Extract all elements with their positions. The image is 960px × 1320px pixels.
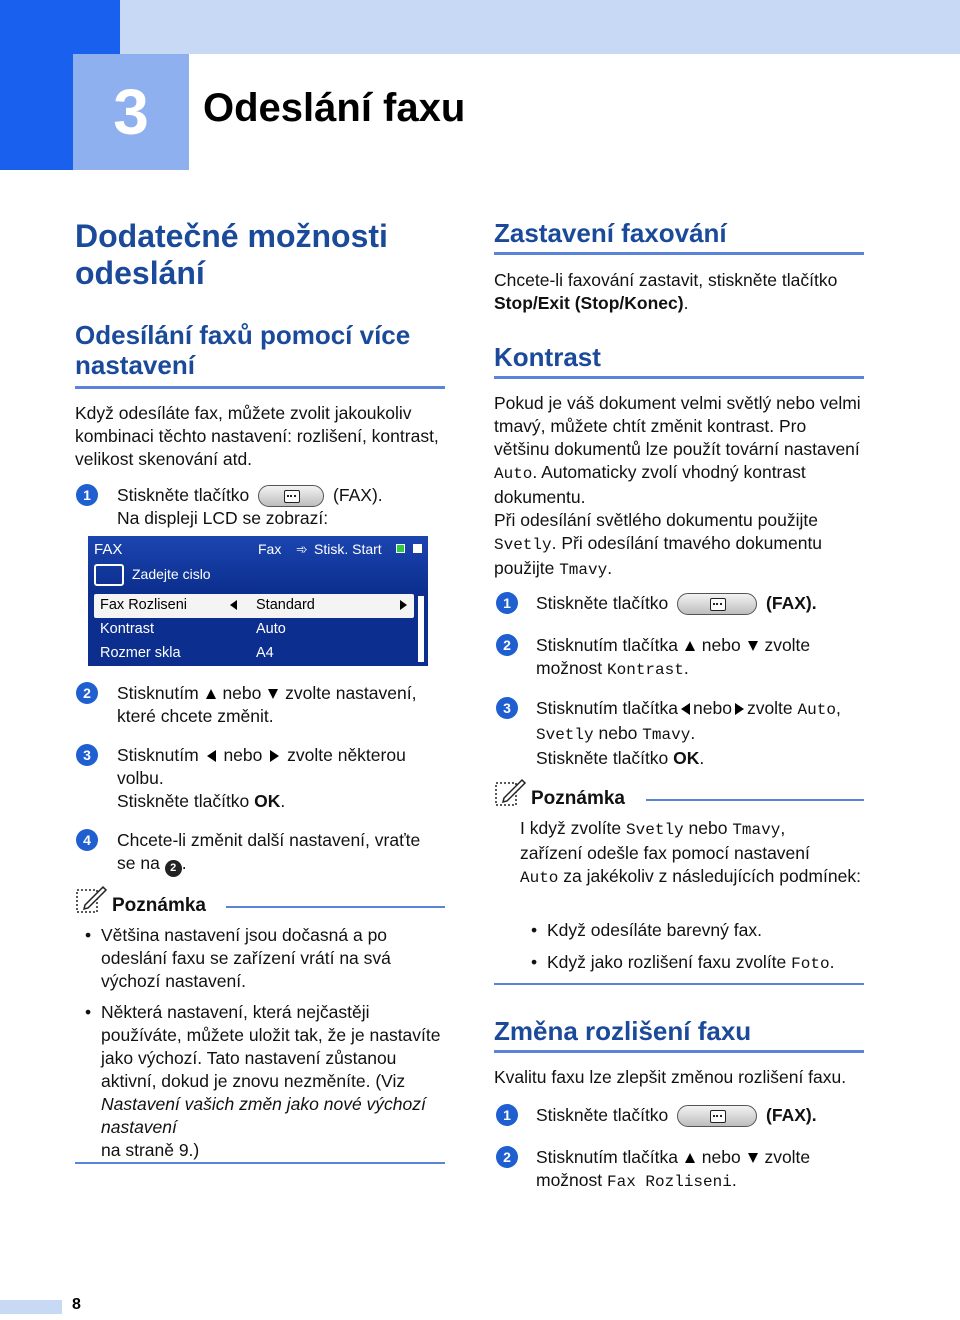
ok-key-label: OK — [254, 791, 281, 811]
pencil-note-icon — [495, 777, 527, 807]
cross-reference-link[interactable]: Nastavení vašich změn jako nové výchozí nastavení — [101, 1094, 426, 1137]
note-end-rule — [494, 983, 864, 985]
heading-kontrast: Kontrast — [494, 342, 601, 372]
lcd-row-name: Fax Rozliseni — [100, 597, 188, 613]
up-arrow-icon — [685, 1153, 695, 1163]
note-rule — [646, 799, 864, 801]
heading-rule — [494, 252, 864, 255]
note-bullet: • Většina nastavení jsou dočasná a po odeslání faxu se zařízení vrátí na svá výchozí nastavení. — [101, 924, 441, 993]
lcd-prompt: Zadejte cislo — [132, 566, 211, 582]
note-bullet: • Když jako rozlišení faxu zvolíte Foto. — [547, 951, 877, 976]
stop-key-label: Stop/Exit (Stop/Konec) — [494, 293, 684, 313]
note-end-rule — [75, 1162, 445, 1164]
footer-band — [0, 1300, 62, 1314]
note-title: Poznámka — [112, 895, 206, 916]
lcd-row-name: Rozmer skla — [100, 645, 181, 661]
heading-block — [494, 218, 864, 255]
heading-rozliseni: Změna rozlišení faxu — [494, 1016, 752, 1046]
note-title: Poznámka — [531, 788, 625, 809]
heading-block — [494, 342, 864, 379]
step-text-part: (FAX). — [333, 485, 383, 505]
step-number: 3 — [76, 744, 98, 766]
step-number: 1 — [76, 484, 98, 506]
lcd-mode-label: FAX — [94, 541, 123, 558]
lcd-display — [88, 536, 428, 666]
white-indicator-icon — [413, 544, 422, 553]
lcd-settings-list — [88, 592, 428, 666]
up-arrow-icon — [206, 689, 216, 699]
step-text: Chcete-li změnit další nastavení, vraťte se na 2 . — [117, 829, 447, 877]
header-side-band — [0, 54, 73, 170]
lcd-row-selected[interactable] — [94, 594, 414, 618]
step-text — [117, 484, 447, 530]
pencil-note-icon — [76, 884, 108, 914]
step-number: 1 — [496, 1104, 518, 1126]
kontrast-paragraph: Pokud je váš dokument velmi světlý nebo velmi tmavý, můžete chtít změnit kontrast. Pro většinu dokumentů lze použít tovární nastavení Auto. Automaticky zvolí vhodný kontrast dokumentu. Při odesílání světlého dokumentu použijte Svetly. Při odesílání tmavého dokumentu použijte Tmavy. — [494, 393, 861, 579]
section-heading: Dodatečné možnosti odeslání — [75, 218, 388, 291]
step-text: Stisknutím nebo zvolte některou volbu. Stiskněte tlačítko OK. — [117, 745, 406, 811]
arrow-right-icon: ➾ — [296, 541, 308, 557]
heading-stop: Zastavení faxování — [494, 218, 727, 248]
down-arrow-icon — [748, 641, 758, 651]
step-text-part: Na displeji LCD se zobrazí: — [117, 508, 329, 529]
intro-paragraph: Když odesíláte fax, můžete zvolit jakoukoliv kombinaci těchto nastavení: rozlišení, kontrast, velikost skenování atd. — [75, 403, 439, 469]
step-number: 4 — [76, 829, 98, 851]
lcd-row-value: Auto — [256, 621, 286, 637]
step-number: 3 — [496, 697, 518, 719]
step-text-part: Stiskněte tlačítko — [117, 485, 250, 505]
right-arrow-icon — [270, 750, 279, 762]
step-text: Stisknutím tlačítka nebo zvolte možnost Fax Rozliseni. — [536, 1147, 811, 1191]
fax-machine-icon — [94, 564, 124, 586]
green-indicator-icon — [396, 544, 405, 553]
lcd-scrollbar[interactable] — [418, 596, 424, 662]
down-arrow-icon — [748, 1153, 758, 1163]
chapter-number: 3 — [73, 54, 189, 170]
left-arrow-icon — [207, 750, 216, 762]
step-text: Stiskněte tlačítko (FAX). — [536, 1104, 866, 1127]
header-band-dark — [0, 0, 120, 54]
heading-rule — [75, 386, 445, 389]
step-text: Stiskněte tlačítko (FAX). — [536, 592, 866, 615]
step-reference-icon: 2 — [165, 860, 182, 877]
arrow-left-icon — [230, 597, 237, 613]
lcd-row[interactable] — [94, 642, 414, 666]
lcd-fax-label: Fax — [258, 541, 282, 557]
heading-rule — [494, 376, 864, 379]
left-arrow-icon — [681, 703, 690, 715]
fax-button-icon — [677, 593, 757, 615]
note-bullet: • Když odesíláte barevný fax. — [547, 919, 867, 942]
lcd-start-hint: Stisk. Start — [314, 541, 382, 557]
stop-paragraph: Chcete-li faxování zastavit, stiskněte tlačítko Stop/Exit (Stop/Konec). — [494, 270, 838, 313]
up-arrow-icon — [685, 641, 695, 651]
step-number: 2 — [496, 634, 518, 656]
right-arrow-icon — [735, 703, 744, 715]
down-arrow-icon — [268, 689, 278, 699]
subsection-heading: Odesílání faxů pomocí více nastavení — [75, 320, 411, 380]
ok-key-label: OK — [673, 748, 700, 768]
fax-button-icon — [677, 1105, 757, 1127]
chapter-title: Odeslání faxu — [203, 86, 466, 130]
lcd-row-name: Kontrast — [100, 621, 154, 637]
heading-block — [494, 1016, 864, 1053]
header-band-light — [120, 0, 960, 54]
step-text: Stisknutím nebo zvolte nastavení, které chcete změnit. — [117, 683, 417, 726]
note-bullet: • Některá nastavení, která nejčastěji používáte, můžete uložit tak, že je nastavíte jako výchozí. Tato nastavení zůstanou aktivní, dokud je znovu nezměníte. (Viz Nastavení vašich změn jako nové výchozí nastavení na straně 9.) — [101, 1001, 441, 1162]
page-number: 8 — [72, 1296, 81, 1313]
step-text: Stisknutím tlačítka nebo zvolte možnost Kontrast. — [536, 635, 811, 679]
fax-button-icon — [258, 485, 324, 507]
subsection-heading-block — [75, 320, 445, 389]
lcd-row[interactable] — [94, 618, 414, 642]
lcd-header — [88, 536, 428, 592]
lcd-row-value: Standard — [256, 597, 315, 613]
rozliseni-intro: Kvalitu faxu lze zlepšit změnou rozlišení faxu. — [494, 1067, 847, 1087]
note-rule — [226, 906, 445, 908]
heading-rule — [494, 1050, 864, 1053]
arrow-right-icon — [400, 597, 407, 613]
step-number: 2 — [76, 682, 98, 704]
step-number: 1 — [496, 592, 518, 614]
lcd-row-value: A4 — [256, 645, 274, 661]
note-paragraph: I když zvolíte Svetly nebo Tmavy, zařízení odešle fax pomocí nastavení Auto za jakékoliv z následujících podmínek: — [520, 818, 861, 887]
step-number: 2 — [496, 1146, 518, 1168]
step-text: Stisknutím tlačítka nebo zvolte Auto, Svetly nebo Tmavy. Stiskněte tlačítko OK. — [536, 698, 841, 768]
